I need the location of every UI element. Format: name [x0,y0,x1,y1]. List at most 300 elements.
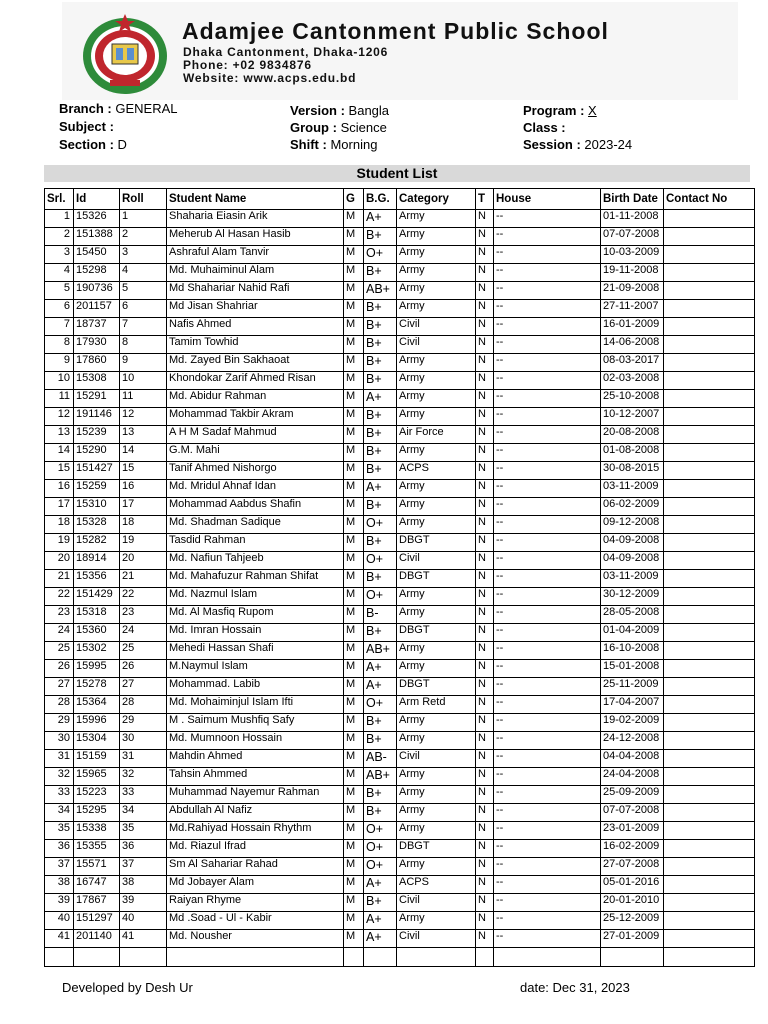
cell-birth-date: 28-05-2008 [601,606,664,624]
cell-category: Civil [397,318,476,336]
cell-t: N [476,516,494,534]
cell-blood-group: A+ [364,930,397,948]
cell-roll: 27 [120,678,167,696]
col-header-student-name: Student Name [167,189,344,210]
cell-srl: 35 [45,822,74,840]
cell-gender: M [344,408,364,426]
cell-t: N [476,894,494,912]
cell-gender: M [344,354,364,372]
cell-category: DBGT [397,840,476,858]
table-row [45,660,755,678]
cell-birth-date: 25-09-2009 [601,786,664,804]
table-row [45,462,755,480]
cell-category: Army [397,354,476,372]
cell-id: 15995 [74,660,120,678]
cell-blood-group: B+ [364,732,397,750]
cell-srl: 37 [45,858,74,876]
cell-student-name: Md. Shadman Sadique [167,516,344,534]
cell-roll: 34 [120,804,167,822]
cell-gender: M [344,462,364,480]
cell-student-name: Md. Nafiun Tahjeeb [167,552,344,570]
cell-blood-group: AB- [364,750,397,768]
cell-srl: 5 [45,282,74,300]
cell-contact-no [664,858,755,876]
cell-id: 15239 [74,426,120,444]
cell-student-name: Md.Rahiyad Hossain Rhythm [167,822,344,840]
footer-date: date: Dec 31, 2023 [520,980,630,995]
cell-student-name: Mehedi Hassan Shafi [167,642,344,660]
cell-contact-no [664,786,755,804]
cell-student-name: Md. Abidur Rahman [167,390,344,408]
cell-id: 15338 [74,822,120,840]
cell-blood-group: B+ [364,624,397,642]
cell-id: 15356 [74,570,120,588]
cell-house: -- [494,354,601,372]
cell-gender: M [344,894,364,912]
cell-t: N [476,318,494,336]
cell-birth-date: 25-11-2009 [601,678,664,696]
cell-birth-date: 20-01-2010 [601,894,664,912]
cell-empty [344,948,364,967]
cell-student-name: Tasdid Rahman [167,534,344,552]
cell-student-name: Md. Nazmul Islam [167,588,344,606]
cell-gender: M [344,912,364,930]
cell-contact-no [664,444,755,462]
cell-blood-group: AB+ [364,768,397,786]
cell-roll: 28 [120,696,167,714]
cell-blood-group: O+ [364,858,397,876]
cell-roll: 7 [120,318,167,336]
cell-student-name: M.Naymul Islam [167,660,344,678]
cell-t: N [476,876,494,894]
cell-house: -- [494,822,601,840]
cell-contact-no [664,516,755,534]
table-row [45,840,755,858]
cell-gender: M [344,444,364,462]
table-row [45,624,755,642]
cell-empty [74,948,120,967]
cell-t: N [476,660,494,678]
cell-birth-date: 25-10-2008 [601,390,664,408]
cell-gender: M [344,390,364,408]
cell-student-name: Mohammad Takbir Akram [167,408,344,426]
cell-contact-no [664,930,755,948]
cell-blood-group: B+ [364,894,397,912]
cell-category: Army [397,714,476,732]
cell-srl: 20 [45,552,74,570]
cell-category: DBGT [397,678,476,696]
cell-id: 15996 [74,714,120,732]
cell-category: DBGT [397,534,476,552]
cell-id: 191146 [74,408,120,426]
cell-t: N [476,624,494,642]
cell-house: -- [494,714,601,732]
cell-id: 151297 [74,912,120,930]
cell-roll: 39 [120,894,167,912]
cell-id: 15328 [74,516,120,534]
cell-id: 15295 [74,804,120,822]
meta-branch-label: Branch : [59,101,112,116]
cell-srl: 27 [45,678,74,696]
cell-house: -- [494,228,601,246]
cell-roll: 30 [120,732,167,750]
table-row [45,912,755,930]
cell-student-name: Mohammad Aabdus Shafin [167,498,344,516]
cell-srl: 29 [45,714,74,732]
cell-contact-no [664,372,755,390]
cell-house: -- [494,930,601,948]
cell-contact-no [664,840,755,858]
meta-section-value: D [117,137,127,152]
cell-student-name: Raiyan Rhyme [167,894,344,912]
cell-house: -- [494,210,601,228]
cell-house: -- [494,336,601,354]
cell-category: Arm Retd [397,696,476,714]
table-row-empty [45,948,755,967]
cell-t: N [476,390,494,408]
cell-srl: 38 [45,876,74,894]
cell-roll: 35 [120,822,167,840]
table-row [45,786,755,804]
cell-srl: 34 [45,804,74,822]
cell-id: 15355 [74,840,120,858]
table-row [45,210,755,228]
cell-srl: 26 [45,660,74,678]
cell-id: 17867 [74,894,120,912]
cell-gender: M [344,750,364,768]
cell-house: -- [494,642,601,660]
cell-id: 15364 [74,696,120,714]
cell-id: 15290 [74,444,120,462]
cell-category: Army [397,804,476,822]
cell-birth-date: 07-07-2008 [601,804,664,822]
cell-contact-no [664,876,755,894]
cell-t: N [476,858,494,876]
cell-contact-no [664,588,755,606]
cell-empty [364,948,397,967]
table-row [45,714,755,732]
cell-contact-no [664,678,755,696]
cell-srl: 21 [45,570,74,588]
cell-roll: 32 [120,768,167,786]
cell-blood-group: A+ [364,678,397,696]
cell-blood-group: AB+ [364,282,397,300]
cell-gender: M [344,768,364,786]
cell-gender: M [344,606,364,624]
cell-gender: M [344,678,364,696]
meta-section-label: Section : [59,137,114,152]
cell-house: -- [494,696,601,714]
cell-id: 15310 [74,498,120,516]
cell-t: N [476,822,494,840]
meta-shift-label: Shift : [290,137,327,152]
cell-birth-date: 20-08-2008 [601,426,664,444]
meta-subject-label: Subject : [59,119,114,134]
cell-birth-date: 16-02-2009 [601,840,664,858]
cell-roll: 37 [120,858,167,876]
cell-birth-date: 24-04-2008 [601,768,664,786]
meta-group-label: Group : [290,120,337,135]
cell-gender: M [344,642,364,660]
table-row [45,228,755,246]
cell-roll: 24 [120,624,167,642]
cell-contact-no [664,336,755,354]
cell-id: 15326 [74,210,120,228]
cell-id: 151427 [74,462,120,480]
cell-blood-group: B+ [364,264,397,282]
cell-gender: M [344,336,364,354]
cell-id: 15159 [74,750,120,768]
cell-t: N [476,426,494,444]
cell-student-name: Md Shahariar Nahid Rafi [167,282,344,300]
cell-roll: 41 [120,930,167,948]
cell-category: Civil [397,750,476,768]
cell-blood-group: B+ [364,354,397,372]
cell-t: N [476,480,494,498]
cell-srl: 25 [45,642,74,660]
cell-t: N [476,642,494,660]
col-header-birth-date: Birth Date [601,189,664,210]
cell-srl: 18 [45,516,74,534]
cell-birth-date: 25-12-2009 [601,912,664,930]
cell-student-name: Md .Soad - Ul - Kabir [167,912,344,930]
cell-contact-no [664,912,755,930]
cell-srl: 7 [45,318,74,336]
cell-contact-no [664,894,755,912]
cell-house: -- [494,732,601,750]
cell-contact-no [664,804,755,822]
cell-roll: 31 [120,750,167,768]
cell-t: N [476,534,494,552]
meta-session-value: 2023-24 [584,137,633,152]
cell-blood-group: B+ [364,444,397,462]
cell-gender: M [344,318,364,336]
cell-srl: 17 [45,498,74,516]
cell-category: ACPS [397,876,476,894]
cell-birth-date: 06-02-2009 [601,498,664,516]
cell-category: Civil [397,894,476,912]
cell-blood-group: B+ [364,426,397,444]
cell-roll: 36 [120,840,167,858]
meta-branch [59,101,178,116]
cell-contact-no [664,228,755,246]
cell-birth-date: 10-03-2009 [601,246,664,264]
meta-program-label: Program : [523,103,585,118]
meta-session [523,137,632,152]
cell-t: N [476,678,494,696]
cell-category: Army [397,858,476,876]
cell-roll: 15 [120,462,167,480]
cell-t: N [476,498,494,516]
cell-blood-group: B+ [364,408,397,426]
cell-id: 15302 [74,642,120,660]
cell-birth-date: 30-08-2015 [601,462,664,480]
table-row [45,282,755,300]
cell-srl: 28 [45,696,74,714]
student-table [44,188,755,967]
cell-category: Army [397,480,476,498]
table-row [45,300,755,318]
cell-srl: 1 [45,210,74,228]
cell-gender: M [344,426,364,444]
cell-roll: 10 [120,372,167,390]
cell-srl: 39 [45,894,74,912]
cell-blood-group: B+ [364,318,397,336]
cell-student-name: Md Jisan Shahriar [167,300,344,318]
cell-birth-date: 27-01-2009 [601,930,664,948]
cell-t: N [476,300,494,318]
cell-category: Army [397,912,476,930]
cell-birth-date: 04-09-2008 [601,552,664,570]
cell-roll: 38 [120,876,167,894]
cell-house: -- [494,570,601,588]
cell-category: Army [397,642,476,660]
cell-id: 15223 [74,786,120,804]
cell-student-name: Abdullah Al Nafiz [167,804,344,822]
cell-house: -- [494,624,601,642]
cell-roll: 16 [120,480,167,498]
cell-house: -- [494,282,601,300]
cell-id: 151429 [74,588,120,606]
cell-category: DBGT [397,570,476,588]
meta-branch-value: GENERAL [115,101,178,116]
cell-birth-date: 17-04-2007 [601,696,664,714]
cell-gender: M [344,660,364,678]
cell-srl: 16 [45,480,74,498]
cell-student-name: Md. Mahafuzur Rahman Shifat [167,570,344,588]
cell-category: Army [397,228,476,246]
cell-student-name: Tahsin Ahmmed [167,768,344,786]
cell-empty [664,948,755,967]
cell-blood-group: B+ [364,336,397,354]
cell-contact-no [664,606,755,624]
meta-group-value: Science [340,120,387,135]
cell-contact-no [664,318,755,336]
cell-contact-no [664,480,755,498]
cell-t: N [476,606,494,624]
cell-srl: 12 [45,408,74,426]
cell-contact-no [664,696,755,714]
cell-student-name: Khondokar Zarif Ahmed Risan [167,372,344,390]
cell-contact-no [664,660,755,678]
cell-birth-date: 04-04-2008 [601,750,664,768]
cell-contact-no [664,426,755,444]
cell-contact-no [664,246,755,264]
cell-blood-group: A+ [364,876,397,894]
table-row [45,390,755,408]
school-logo-icon [80,12,170,96]
cell-gender: M [344,246,364,264]
cell-student-name: G.M. Mahi [167,444,344,462]
cell-srl: 23 [45,606,74,624]
table-row [45,876,755,894]
cell-student-name: M . Saimum Mushfiq Safy [167,714,344,732]
cell-gender: M [344,570,364,588]
cell-srl: 4 [45,264,74,282]
cell-birth-date: 21-09-2008 [601,282,664,300]
cell-house: -- [494,876,601,894]
cell-category: Army [397,516,476,534]
cell-birth-date: 30-12-2009 [601,588,664,606]
cell-blood-group: B+ [364,462,397,480]
cell-srl: 3 [45,246,74,264]
cell-empty [120,948,167,967]
cell-house: -- [494,894,601,912]
cell-srl: 31 [45,750,74,768]
cell-gender: M [344,498,364,516]
meta-section [59,137,127,152]
cell-contact-no [664,642,755,660]
cell-student-name: Md. Mohaiminjul Islam Ifti [167,696,344,714]
cell-roll: 18 [120,516,167,534]
cell-id: 17860 [74,354,120,372]
cell-category: Army [397,444,476,462]
cell-birth-date: 07-07-2008 [601,228,664,246]
table-row [45,372,755,390]
cell-gender: M [344,858,364,876]
table-header-row [45,189,755,210]
cell-gender: M [344,840,364,858]
table-row [45,696,755,714]
col-header-srl: Srl. [45,189,74,210]
cell-id: 15360 [74,624,120,642]
cell-student-name: A H M Sadaf Mahmud [167,426,344,444]
cell-id: 15318 [74,606,120,624]
cell-gender: M [344,264,364,282]
cell-student-name: Ashraful Alam Tanvir [167,246,344,264]
cell-category: Army [397,498,476,516]
cell-blood-group: B+ [364,786,397,804]
cell-birth-date: 03-11-2009 [601,480,664,498]
cell-blood-group: B- [364,606,397,624]
cell-id: 151388 [74,228,120,246]
cell-t: N [476,462,494,480]
cell-contact-no [664,768,755,786]
col-header-t: T [476,189,494,210]
cell-roll: 23 [120,606,167,624]
cell-category: Army [397,246,476,264]
cell-roll: 17 [120,498,167,516]
cell-student-name: Md Jobayer Alam [167,876,344,894]
cell-t: N [476,750,494,768]
cell-house: -- [494,678,601,696]
cell-birth-date: 24-12-2008 [601,732,664,750]
cell-id: 15291 [74,390,120,408]
cell-birth-date: 01-08-2008 [601,444,664,462]
cell-contact-no [664,462,755,480]
cell-t: N [476,930,494,948]
cell-t: N [476,210,494,228]
table-row [45,588,755,606]
cell-contact-no [664,390,755,408]
cell-blood-group: A+ [364,390,397,408]
cell-house: -- [494,588,601,606]
cell-house: -- [494,462,601,480]
cell-t: N [476,912,494,930]
table-row [45,534,755,552]
cell-srl: 15 [45,462,74,480]
school-name: Adamjee Cantonment Public School [182,18,609,44]
cell-house: -- [494,858,601,876]
cell-roll: 3 [120,246,167,264]
cell-empty [601,948,664,967]
cell-t: N [476,570,494,588]
table-row [45,552,755,570]
school-website: Website: www.acps.edu.bd [183,71,357,85]
cell-t: N [476,228,494,246]
cell-srl: 8 [45,336,74,354]
cell-id: 190736 [74,282,120,300]
